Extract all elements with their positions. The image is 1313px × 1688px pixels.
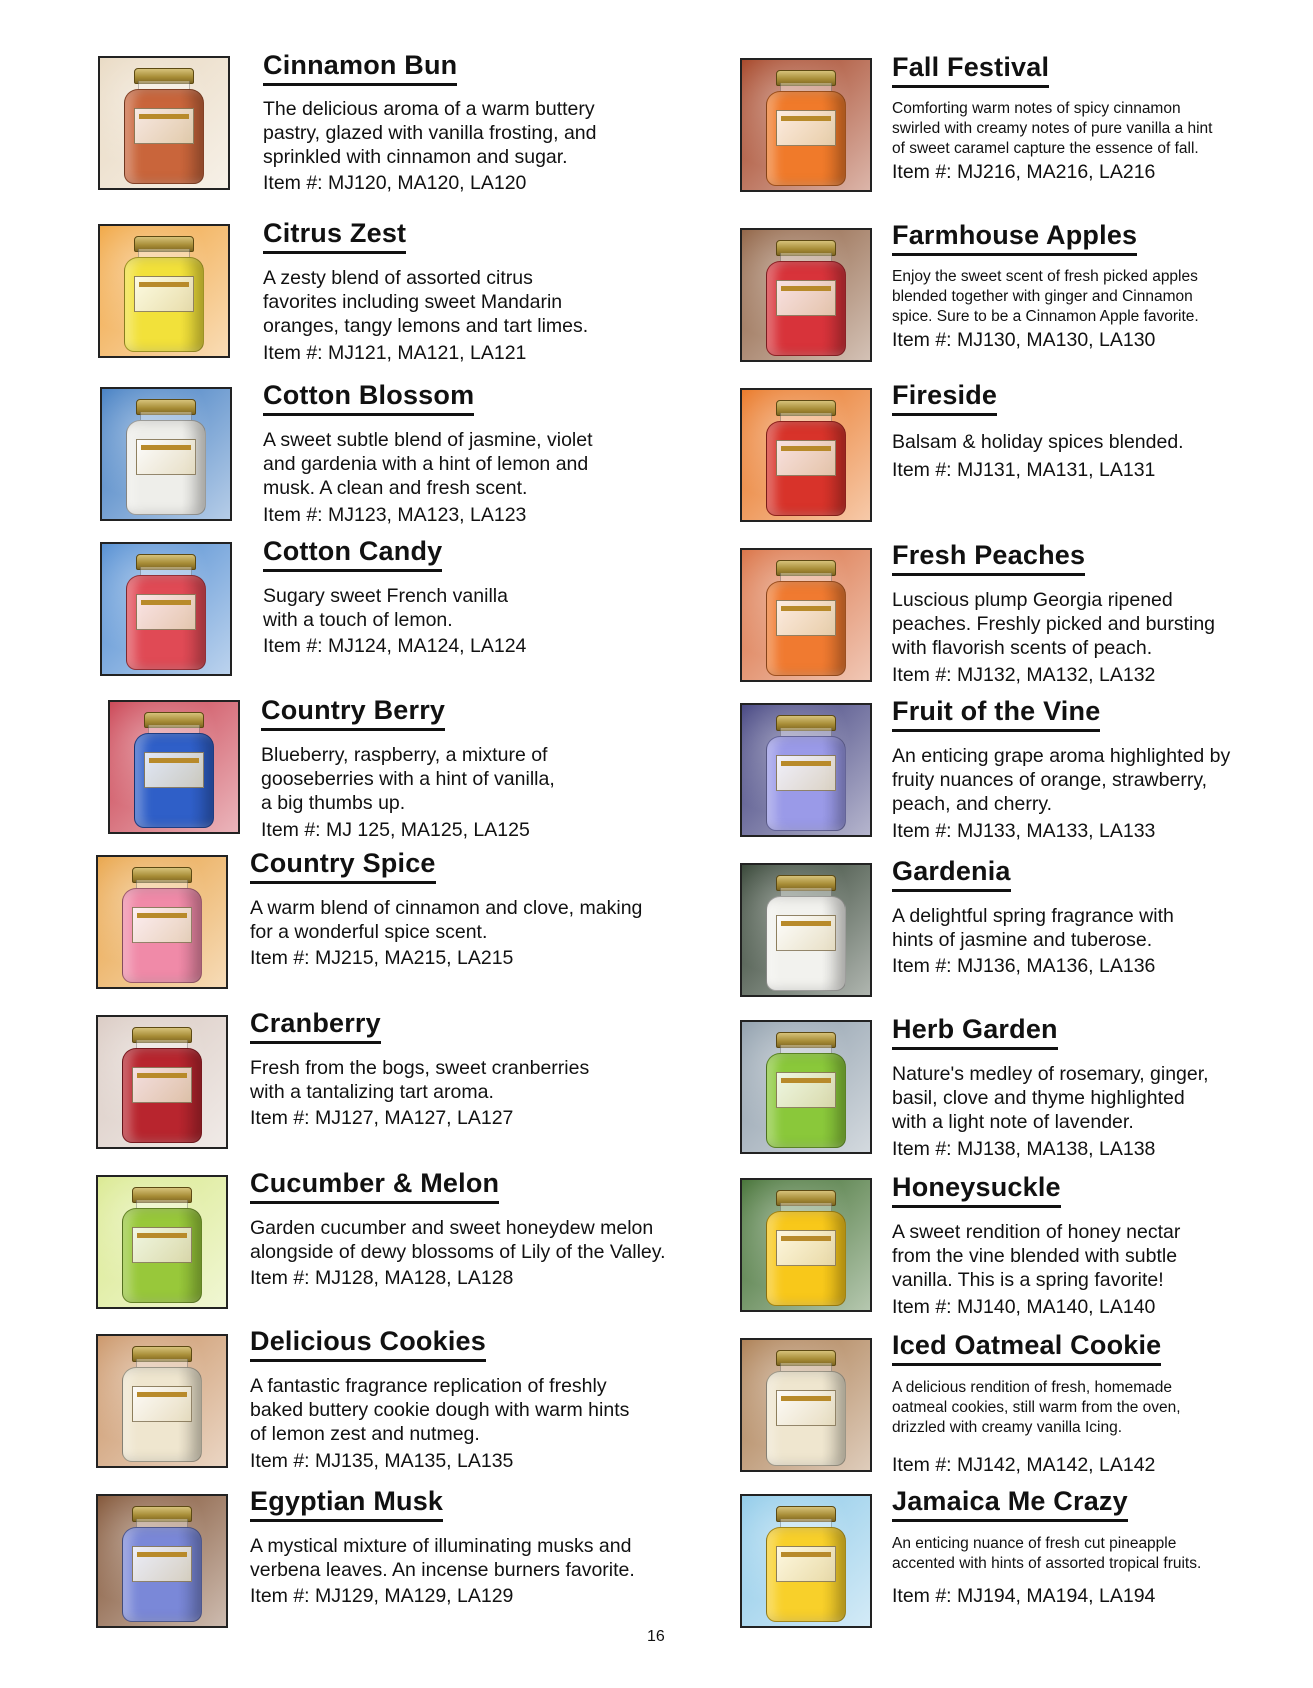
jar-label: [776, 1230, 836, 1266]
fresh-peaches-item-number: Item #: MJ132, MA132, LA132: [892, 664, 1156, 686]
cucumber-melon-description: Garden cucumber and sweet honeydew melon alongside of dewy blossoms of Lily of the Valley.: [250, 1217, 666, 1263]
jar-label: [132, 907, 192, 943]
candle-jar-icon: [766, 1032, 846, 1148]
citrus-zest-product-image: [98, 224, 230, 358]
herb-garden-description: Nature's medley of rosemary, ginger, basil, clove and thyme highlighted with a light note of lavender.: [892, 1063, 1209, 1133]
jar-label: [132, 1546, 192, 1582]
jar-label: [136, 594, 196, 630]
fall-festival-item-number: Item #: MJ216, MA216, LA216: [892, 161, 1156, 183]
candle-jar-icon: [126, 399, 206, 515]
candle-jar-icon: [134, 712, 214, 828]
candle-jar-icon: [122, 1506, 202, 1622]
jar-label: [136, 439, 196, 475]
candle-jar-icon: [126, 554, 206, 670]
page-number: 16: [647, 1628, 665, 1645]
jar-label: [776, 1546, 836, 1582]
iced-oatmeal-cookie-description: A delicious rendition of fresh, homemade oatmeal cookies, still warm from the oven, drizzled with creamy vanilla Icing.: [892, 1379, 1181, 1436]
country-berry-item-number: Item #: MJ 125, MA125, LA125: [261, 819, 530, 841]
gardenia-title: Gardenia: [892, 856, 1011, 892]
cotton-candy-title: Cotton Candy: [263, 536, 442, 572]
candle-jar-icon: [124, 68, 204, 184]
country-spice-description: A warm blend of cinnamon and clove, making for a wonderful spice scent.: [250, 897, 643, 943]
jar-label: [776, 1390, 836, 1426]
jar-label: [776, 110, 836, 146]
delicious-cookies-item-number: Item #: MJ135, MA135, LA135: [250, 1450, 514, 1472]
fall-festival-description: Comforting warm notes of spicy cinnamon swirled with creamy notes of pure vanilla a hint of sweet caramel capture the essence of fall.: [892, 100, 1213, 157]
delicious-cookies-title: Delicious Cookies: [250, 1326, 486, 1362]
fall-festival-product-image: [740, 58, 872, 192]
honeysuckle-title: Honeysuckle: [892, 1172, 1061, 1208]
candle-jar-icon: [766, 240, 846, 356]
jamaica-me-crazy-title: Jamaica Me Crazy: [892, 1486, 1128, 1522]
cinnamon-bun-description: The delicious aroma of a warm buttery pastry, glazed with vanilla frosting, and sprinkled with cinnamon and sugar.: [263, 98, 597, 168]
fruit-of-the-vine-item-number: Item #: MJ133, MA133, LA133: [892, 820, 1156, 842]
jar-label: [134, 276, 194, 312]
cucumber-melon-title: Cucumber & Melon: [250, 1168, 499, 1204]
jar-label: [776, 440, 836, 476]
jar-label: [776, 1072, 836, 1108]
egyptian-musk-product-image: [96, 1494, 228, 1628]
jamaica-me-crazy-product-image: [740, 1494, 872, 1628]
candle-jar-icon: [766, 875, 846, 991]
fresh-peaches-product-image: [740, 548, 872, 682]
cotton-blossom-description: A sweet subtle blend of jasmine, violet and gardenia with a hint of lemon and musk. A clean and fresh scent.: [263, 429, 593, 499]
candle-jar-icon: [766, 1350, 846, 1466]
fireside-description: Balsam & holiday spices blended.: [892, 431, 1184, 453]
fruit-of-the-vine-title: Fruit of the Vine: [892, 696, 1100, 732]
cucumber-melon-product-image: [96, 1175, 228, 1309]
citrus-zest-title: Citrus Zest: [263, 218, 406, 254]
country-berry-description: Blueberry, raspberry, a mixture of gooseberries with a hint of vanilla, a big thumbs up.: [261, 744, 555, 814]
farmhouse-apples-product-image: [740, 228, 872, 362]
jar-label: [776, 915, 836, 951]
egyptian-musk-description: A mystical mixture of illuminating musks and verbena leaves. An incense burners favorite.: [250, 1535, 635, 1581]
delicious-cookies-description: A fantastic fragrance replication of freshly baked buttery cookie dough with warm hints of lemon zest and nutmeg.: [250, 1375, 630, 1445]
cotton-blossom-item-number: Item #: MJ123, MA123, LA123: [263, 504, 527, 526]
country-berry-title: Country Berry: [261, 695, 445, 731]
honeysuckle-description: A sweet rendition of honey nectar from the vine blended with subtle vanilla. This is a spring favorite!: [892, 1221, 1181, 1291]
herb-garden-item-number: Item #: MJ138, MA138, LA138: [892, 1138, 1156, 1160]
candle-jar-icon: [766, 560, 846, 676]
candle-jar-icon: [124, 236, 204, 352]
jar-label: [132, 1227, 192, 1263]
fruit-of-the-vine-description: An enticing grape aroma highlighted by fruity nuances of orange, strawberry, peach, and cherry.: [892, 745, 1231, 815]
jar-label: [132, 1386, 192, 1422]
cranberry-product-image: [96, 1015, 228, 1149]
fireside-title: Fireside: [892, 380, 997, 416]
cotton-candy-description: Sugary sweet French vanilla with a touch of lemon.: [263, 585, 508, 631]
candle-jar-icon: [122, 867, 202, 983]
egyptian-musk-title: Egyptian Musk: [250, 1486, 443, 1522]
candle-jar-icon: [766, 400, 846, 516]
delicious-cookies-product-image: [96, 1334, 228, 1468]
citrus-zest-description: A zesty blend of assorted citrus favorites including sweet Mandarin oranges, tangy lemons and tart limes.: [263, 267, 589, 337]
cotton-candy-product-image: [100, 542, 232, 676]
fireside-item-number: Item #: MJ131, MA131, LA131: [892, 459, 1156, 481]
cotton-candy-item-number: Item #: MJ124, MA124, LA124: [263, 635, 527, 657]
herb-garden-title: Herb Garden: [892, 1014, 1058, 1050]
candle-jar-icon: [122, 1346, 202, 1462]
country-spice-item-number: Item #: MJ215, MA215, LA215: [250, 947, 514, 969]
candle-jar-icon: [766, 1190, 846, 1306]
jamaica-me-crazy-description: An enticing nuance of fresh cut pineapple accented with hints of assorted tropical fruits.: [892, 1535, 1202, 1572]
country-berry-product-image: [108, 700, 240, 834]
jar-label: [776, 280, 836, 316]
gardenia-product-image: [740, 863, 872, 997]
cranberry-title: Cranberry: [250, 1008, 381, 1044]
iced-oatmeal-cookie-item-number: Item #: MJ142, MA142, LA142: [892, 1454, 1156, 1476]
candle-jar-icon: [766, 715, 846, 831]
cinnamon-bun-product-image: [98, 56, 230, 190]
citrus-zest-item-number: Item #: MJ121, MA121, LA121: [263, 342, 527, 364]
fresh-peaches-description: Luscious plump Georgia ripened peaches. Freshly picked and bursting with flavorish scents of peach.: [892, 589, 1216, 659]
iced-oatmeal-cookie-title: Iced Oatmeal Cookie: [892, 1330, 1161, 1366]
farmhouse-apples-title: Farmhouse Apples: [892, 220, 1137, 256]
cucumber-melon-item-number: Item #: MJ128, MA128, LA128: [250, 1267, 514, 1289]
candle-jar-icon: [122, 1187, 202, 1303]
jar-label: [776, 600, 836, 636]
honeysuckle-item-number: Item #: MJ140, MA140, LA140: [892, 1296, 1156, 1318]
candle-jar-icon: [766, 1506, 846, 1622]
cinnamon-bun-item-number: Item #: MJ120, MA120, LA120: [263, 172, 527, 194]
iced-oatmeal-cookie-product-image: [740, 1338, 872, 1472]
fall-festival-title: Fall Festival: [892, 52, 1049, 88]
cinnamon-bun-title: Cinnamon Bun: [263, 50, 457, 86]
egyptian-musk-item-number: Item #: MJ129, MA129, LA129: [250, 1585, 514, 1607]
candle-jar-icon: [122, 1027, 202, 1143]
jamaica-me-crazy-item-number: Item #: MJ194, MA194, LA194: [892, 1585, 1156, 1607]
honeysuckle-product-image: [740, 1178, 872, 1312]
cranberry-item-number: Item #: MJ127, MA127, LA127: [250, 1107, 514, 1129]
gardenia-description: A delightful spring fragrance with hints of jasmine and tuberose.: [892, 905, 1174, 951]
gardenia-item-number: Item #: MJ136, MA136, LA136: [892, 955, 1156, 977]
candle-jar-icon: [766, 70, 846, 186]
fresh-peaches-title: Fresh Peaches: [892, 540, 1085, 576]
country-spice-product-image: [96, 855, 228, 989]
cranberry-description: Fresh from the bogs, sweet cranberries with a tantalizing tart aroma.: [250, 1057, 590, 1103]
country-spice-title: Country Spice: [250, 848, 436, 884]
fruit-of-the-vine-product-image: [740, 703, 872, 837]
fireside-product-image: [740, 388, 872, 522]
jar-label: [144, 752, 204, 788]
herb-garden-product-image: [740, 1020, 872, 1154]
cotton-blossom-product-image: [100, 387, 232, 521]
jar-label: [132, 1067, 192, 1103]
farmhouse-apples-description: Enjoy the sweet scent of fresh picked apples blended together with ginger and Cinnamon spice. Sure to be a Cinnamon Apple favorite.: [892, 268, 1199, 325]
jar-label: [134, 108, 194, 144]
farmhouse-apples-item-number: Item #: MJ130, MA130, LA130: [892, 329, 1156, 351]
jar-label: [776, 755, 836, 791]
cotton-blossom-title: Cotton Blossom: [263, 380, 474, 416]
